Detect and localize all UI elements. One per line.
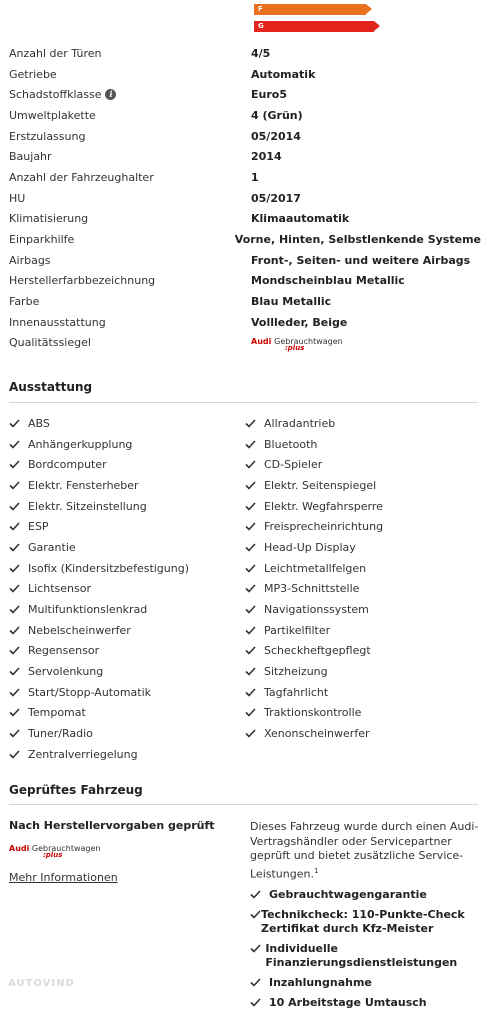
check-icon [245, 440, 264, 449]
feature-column-right [245, 413, 481, 765]
feature-item: Isofix (Kindersitzbefestigung) [9, 558, 245, 579]
check-icon [250, 908, 261, 919]
check-icon [245, 481, 264, 490]
check-icon [9, 584, 28, 593]
feature-item: Zentralverriegelung [9, 744, 245, 765]
spec-value: Klimaautomatik [251, 212, 350, 226]
logo-plus: :plus [43, 851, 63, 859]
feature-item: Sitzheizung [245, 661, 481, 682]
feature-item: Traktionskontrolle [245, 703, 481, 724]
check-icon [9, 564, 28, 573]
feature-item: Elektr. Fensterheber [9, 475, 245, 496]
feature-item: Tuner/Radio [9, 723, 245, 744]
feature-item: Anhängerkupplung [9, 434, 245, 455]
geprueft-title: Geprüftes Fahrzeug [9, 783, 143, 797]
feature-item: Xenonscheinwerfer [245, 723, 481, 744]
spec-row [9, 250, 481, 271]
spec-label: HU [9, 191, 26, 205]
geprueft-item: Technikcheck: 110-Punkte-Check Zertifikat durch Kfz-Meister [250, 908, 482, 936]
spec-value: 4 (Grün) [251, 108, 303, 122]
check-icon [9, 667, 28, 676]
spec-label: Anzahl der Türen [9, 46, 102, 60]
feature-item: ABS [9, 413, 245, 434]
geprueft-item: 10 Arbeitstage Umtausch [250, 996, 482, 1010]
check-icon [9, 646, 28, 655]
check-icon [9, 626, 28, 635]
spec-row [9, 105, 481, 126]
feature-item: Tempomat [9, 703, 245, 724]
feature-item: Partikelfilter [245, 620, 481, 641]
spec-row [9, 126, 481, 147]
spec-label: Erstzulassung [9, 129, 86, 143]
check-icon [250, 996, 269, 1007]
logo-brand: Audi [9, 844, 30, 853]
spec-value [251, 334, 343, 352]
spec-value: Vorne, Hinten, Selbstlenkende Systeme [234, 233, 481, 247]
feature-item: Elektr. Seitenspiegel [245, 475, 481, 496]
feature-item: Bordcomputer [9, 454, 245, 475]
feature-item: ESP [9, 516, 245, 537]
check-icon [9, 502, 28, 511]
check-icon [245, 729, 264, 738]
feature-item: Freisprecheinrichtung [245, 516, 481, 537]
feature-item: Servolenkung [9, 661, 245, 682]
geprueft-item: Inzahlungnahme [250, 976, 482, 990]
energy-label [254, 4, 374, 38]
spec-value: 1 [251, 170, 259, 184]
feature-item: Tagfahrlicht [245, 682, 481, 703]
watermark: AUTOVIND [8, 978, 75, 989]
spec-row [9, 209, 481, 230]
spec-table [9, 43, 481, 353]
check-icon [250, 942, 265, 953]
check-icon [9, 708, 28, 717]
spec-label: Schadstoffklasse i [9, 88, 251, 101]
check-icon [9, 543, 28, 552]
energy-bar-g: G [254, 21, 374, 32]
check-icon [245, 605, 264, 614]
spec-label: Umweltplakette [9, 108, 96, 122]
check-icon [9, 419, 28, 428]
spec-value: 4/5 [251, 46, 271, 60]
feature-item: Scheckheftgepflegt [245, 641, 481, 662]
spec-row [9, 43, 481, 64]
spec-value: Mondscheinblau Metallic [251, 274, 405, 288]
geprueft-description: Dieses Fahrzeug wurde durch einen Audi-Vertragshändler oder Servicepartner geprüft und bietet zusätzliche Service-Leistungen.$^1$ [250, 820, 479, 881]
check-icon [9, 750, 28, 759]
spec-label: Baujahr [9, 150, 52, 164]
ausstattung-title: Ausstattung [9, 380, 93, 394]
check-icon [245, 502, 264, 511]
check-icon [9, 522, 28, 531]
check-icon [245, 688, 264, 697]
check-icon [245, 564, 264, 573]
geprueft-items [250, 888, 482, 1010]
feature-item: Navigationssystem [245, 599, 481, 620]
audi-gebrauchtwagen-logo [9, 845, 101, 859]
check-icon [9, 729, 28, 738]
check-icon [250, 888, 269, 899]
check-icon [245, 708, 264, 717]
spec-value: 05/2014 [251, 129, 301, 143]
feature-list [9, 413, 481, 765]
check-icon [9, 688, 28, 697]
feature-item: Elektr. Sitzeinstellung [9, 496, 245, 517]
spec-label: Farbe [9, 295, 40, 309]
spec-row [9, 84, 481, 105]
feature-item: Nebelscheinwerfer [9, 620, 245, 641]
check-icon [245, 419, 264, 428]
geprueft-item: Individuelle Finanzierungsdienstleistungen [250, 942, 482, 970]
check-icon [245, 646, 264, 655]
spec-row [9, 271, 481, 292]
feature-item: Head-Up Display [245, 537, 481, 558]
feature-item: Allradantrieb [245, 413, 481, 434]
spec-value: Euro5 [251, 88, 287, 102]
spec-row [9, 146, 481, 167]
spec-label: Innenausstattung [9, 315, 106, 329]
mehr-informationen-link[interactable]: Mehr Informationen [9, 871, 118, 884]
spec-row [9, 167, 481, 188]
spec-label: Airbags [9, 253, 51, 267]
feature-item: MP3-Schnittstelle [245, 579, 481, 600]
spec-row [9, 312, 481, 333]
divider [9, 804, 478, 805]
feature-item: CD-Spieler [245, 454, 481, 475]
divider [9, 402, 478, 403]
audi-gebrauchtwagen-seal: Audi Gebrauchtwagen :plus [251, 336, 343, 352]
spec-value: Vollleder, Beige [251, 315, 348, 329]
geprueft-right [250, 820, 482, 1010]
feature-column-left [9, 413, 245, 765]
spec-row [9, 229, 481, 250]
spec-label: Qualitätssiegel [9, 336, 91, 350]
spec-label: Herstellerfarbbezeichnung [9, 274, 156, 288]
check-icon [250, 976, 269, 987]
check-icon [245, 667, 264, 676]
spec-label: Getriebe [9, 67, 57, 81]
feature-item: Multifunktionslenkrad [9, 599, 245, 620]
check-icon [9, 481, 28, 490]
check-icon [245, 522, 264, 531]
spec-row [9, 188, 481, 209]
geprueft-left-title: Nach Herstellervorgaben geprüft [9, 819, 215, 832]
spec-label: Klimatisierung [9, 212, 89, 226]
check-icon [245, 584, 264, 593]
check-icon [245, 543, 264, 552]
spec-row [9, 64, 481, 85]
geprueft-left [9, 819, 244, 859]
spec-value: Front-, Seiten- und weitere Airbags [251, 253, 471, 267]
check-icon [9, 605, 28, 614]
logo-name: Gebrauchtwagen [31, 844, 101, 853]
geprueft-item: Gebrauchtwagengarantie [250, 888, 482, 902]
spec-value: Blau Metallic [251, 295, 332, 309]
spec-row [9, 291, 481, 312]
spec-row [9, 333, 481, 354]
energy-bar-f: F [254, 4, 366, 15]
check-icon [9, 440, 28, 449]
feature-item: Start/Stopp-Automatik [9, 682, 245, 703]
feature-item: Elektr. Wegfahrsperre [245, 496, 481, 517]
spec-label: Einparkhilfe [9, 233, 75, 247]
spec-value: 05/2017 [251, 191, 301, 205]
spec-value: 2014 [251, 150, 282, 164]
feature-item: Leichtmetallfelgen [245, 558, 481, 579]
spec-value: Automatik [251, 67, 316, 81]
feature-item: Bluetooth [245, 434, 481, 455]
feature-item: Lichtsensor [9, 579, 245, 600]
check-icon [9, 460, 28, 469]
info-icon[interactable]: i [105, 89, 116, 100]
check-icon [245, 460, 264, 469]
check-icon [245, 626, 264, 635]
feature-item: Regensensor [9, 641, 245, 662]
feature-item: Garantie [9, 537, 245, 558]
spec-label: Anzahl der Fahrzeughalter [9, 170, 154, 184]
